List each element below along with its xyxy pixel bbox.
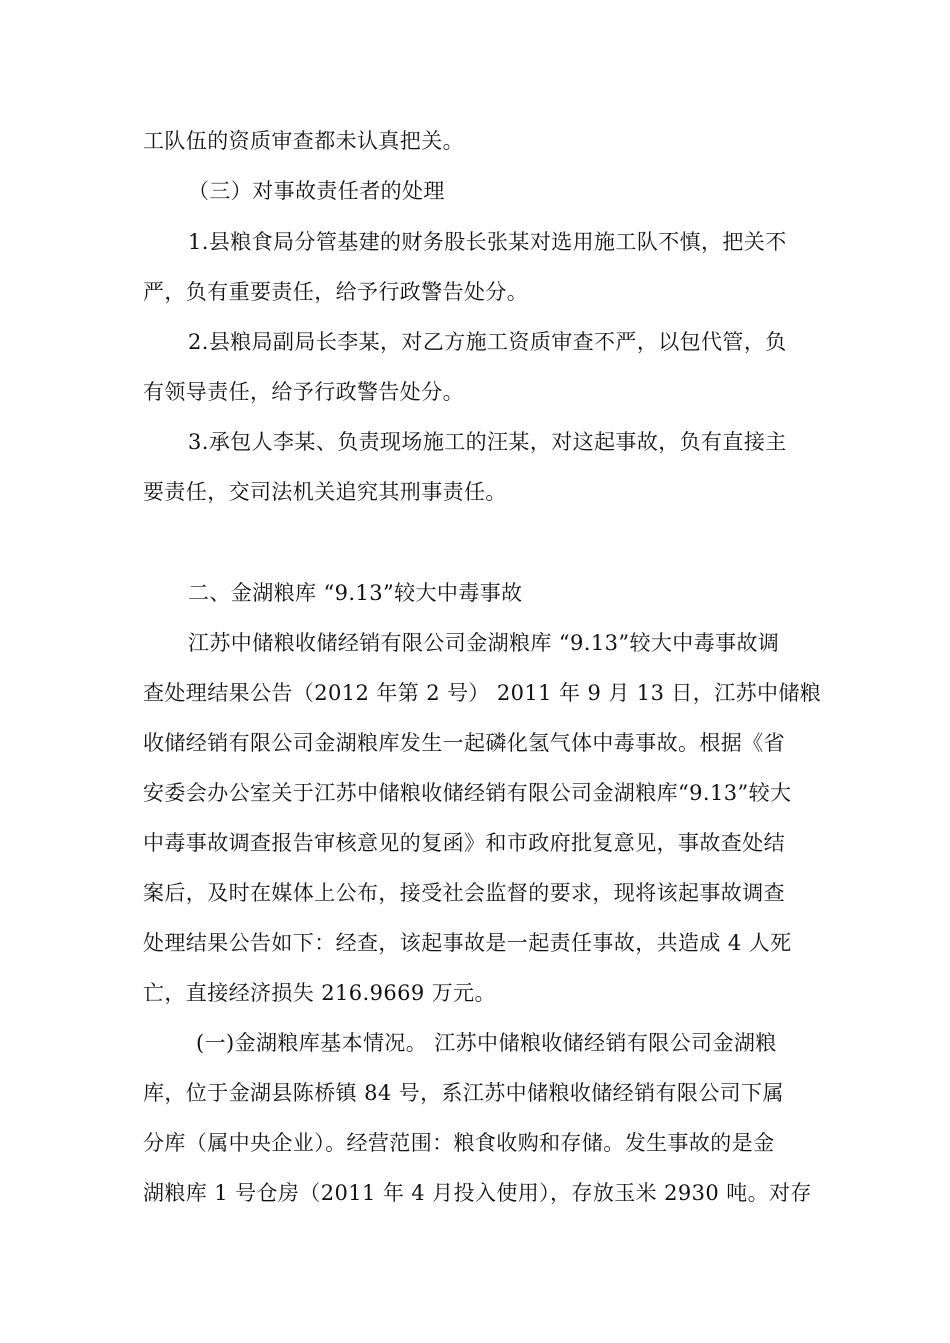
p2-line1: (一)金湖粮库基本情况。 江苏中储粮收储经销有限公司金湖粮: [196, 1031, 777, 1055]
p1-line4: 安委会办公室关于江苏中储粮收储经销有限公司金湖粮库“9.13”较大: [143, 781, 792, 805]
p1-line6: 案后，及时在媒体上公布，接受社会监督的要求，现将该起事故调查: [143, 881, 785, 905]
p2-line2: 库，位于金湖县陈桥镇 84 号，系江苏中储粮收储经销有限公司下属: [143, 1081, 784, 1105]
section3-heading: （三）对事故责任者的处理: [188, 179, 445, 203]
p2-line3: 分库（属中央企业）。经营范围：粮食收购和存储。发生事故的是金: [143, 1131, 775, 1155]
item3-line2: 要责任，交司法机关追究其刑事责任。: [143, 480, 507, 504]
p1-line2: 查处理结果公告（2012 年第 2 号） 2011 年 9 月 13 日，江苏中储粮: [143, 681, 822, 705]
part2-heading: 二、金湖粮库 “9.13”较大中毒事故: [188, 581, 523, 605]
item1-line1: 1.县粮食局分管基建的财务股长张某对选用施工队不慎，把关不: [188, 230, 787, 254]
p1-line8: 亡，直接经济损失 216.9669 万元。: [143, 981, 496, 1005]
p1-line3: 收储经销有限公司金湖粮库发生一起磷化氢气体中毒事故。根据《省: [143, 731, 785, 755]
p1-line1: 江苏中储粮收储经销有限公司金湖粮库 “9.13”较大中毒事故调: [188, 631, 780, 655]
item2-line2: 有领导责任，给予行政警告处分。: [143, 380, 464, 404]
p1-line5: 中毒事故调查报告审核意见的复函》和市政府批复意见，事故查处结: [143, 831, 785, 855]
item2-line1: 2.县粮局副局长李某，对乙方施工资质审查不严，以包代管，负: [188, 330, 787, 354]
p1-line7: 处理结果公告如下：经查，该起事故是一起责任事故，共造成 4 人死: [143, 931, 792, 955]
p2-line4: 湖粮库 1 号仓房（2011 年 4 月投入使用），存放玉米 2930 吨。对存: [143, 1181, 812, 1205]
item3-line1: 3.承包人李某、负责现场施工的汪某，对这起事故，负有直接主: [188, 430, 787, 454]
item1-line2: 严，负有重要责任，给予行政警告处分。: [143, 280, 529, 304]
continuation-line: 工队伍的资质审查都未认真把关。: [143, 129, 464, 153]
